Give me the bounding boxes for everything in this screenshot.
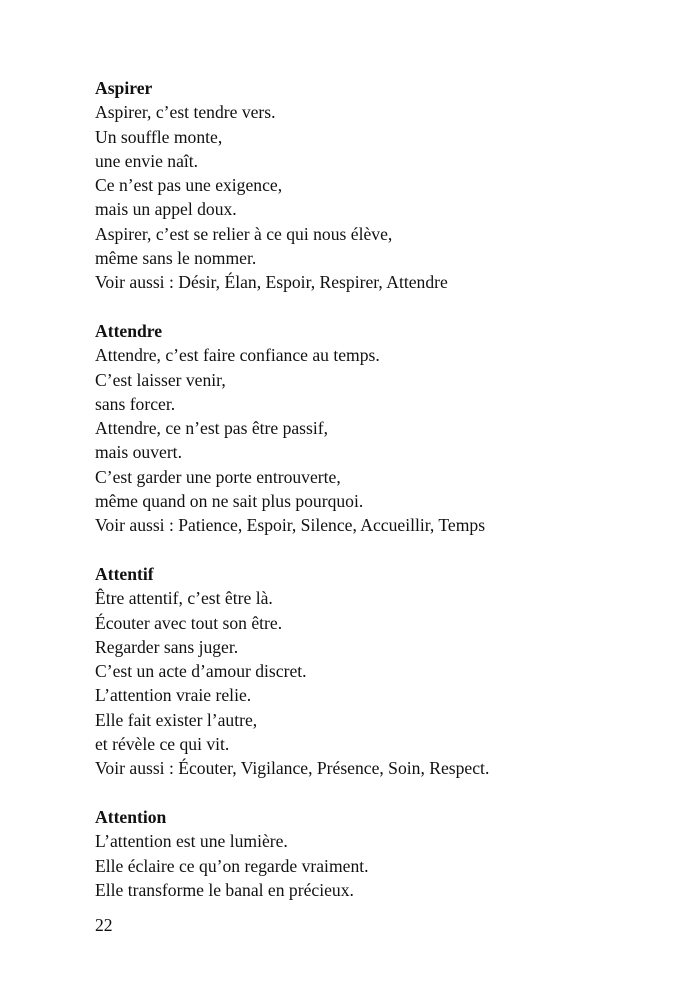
entry-line: Un souffle monte,	[95, 126, 223, 147]
entry-attendre	[95, 319, 655, 538]
entry-attention	[95, 805, 655, 902]
entry-line: même quand on ne sait plus pourquoi.	[95, 491, 364, 512]
entry-line: Regarder sans juger.	[95, 636, 239, 657]
entry-line: L’attention est une lumière.	[95, 831, 288, 852]
entry-line: Elle éclaire ce qu’on regarde vraiment.	[95, 855, 369, 876]
entry-attentif	[95, 562, 655, 781]
entry-line: Attendre, ce n’est pas être passif,	[95, 418, 329, 439]
entry-line: Aspirer, c’est se relier à ce qui nous élève,	[95, 223, 393, 244]
entry-title: Attentif	[95, 563, 154, 584]
entry-line: Elle transforme le banal en précieux.	[95, 879, 354, 900]
entry-line: C’est un acte d’amour discret.	[95, 661, 307, 682]
entry-aspirer	[95, 76, 655, 295]
entry-title: Attention	[95, 806, 167, 827]
entry-line: C’est garder une porte entrouverte,	[95, 466, 341, 487]
see-also-line: Voir aussi : Patience, Espoir, Silence, Accueillir, Temps	[95, 515, 486, 536]
entry-line: mais un appel doux.	[95, 199, 237, 220]
entry-line: L’attention vraie relie.	[95, 685, 252, 706]
entry-line: C’est laisser venir,	[95, 369, 226, 390]
entry-line: Attendre, c’est faire confiance au temps.	[95, 345, 380, 366]
page-number: 22	[95, 915, 113, 935]
see-also-line: Voir aussi : Écouter, Vigilance, Présence, Soin, Respect.	[95, 758, 490, 779]
entry-line: mais ouvert.	[95, 442, 182, 463]
entry-line: sans forcer.	[95, 393, 176, 414]
entry-title: Attendre	[95, 320, 163, 341]
entry-line: et révèle ce qui vit.	[95, 734, 230, 755]
entry-line: Écouter avec tout son être.	[95, 612, 283, 633]
entry-line: Aspirer, c’est tendre vers.	[95, 102, 276, 123]
entry-line: Être attentif, c’est être là.	[95, 588, 273, 609]
entry-title: Aspirer	[95, 78, 153, 98]
page-body	[95, 76, 655, 926]
see-also-line: Voir aussi : Désir, Élan, Espoir, Respirer, Attendre	[95, 272, 448, 293]
entry-line: une envie naît.	[95, 150, 199, 171]
entry-line: Elle fait exister l’autre,	[95, 709, 258, 730]
entry-line: Ce n’est pas une exigence,	[95, 175, 283, 196]
entry-line: même sans le nommer.	[95, 248, 257, 269]
